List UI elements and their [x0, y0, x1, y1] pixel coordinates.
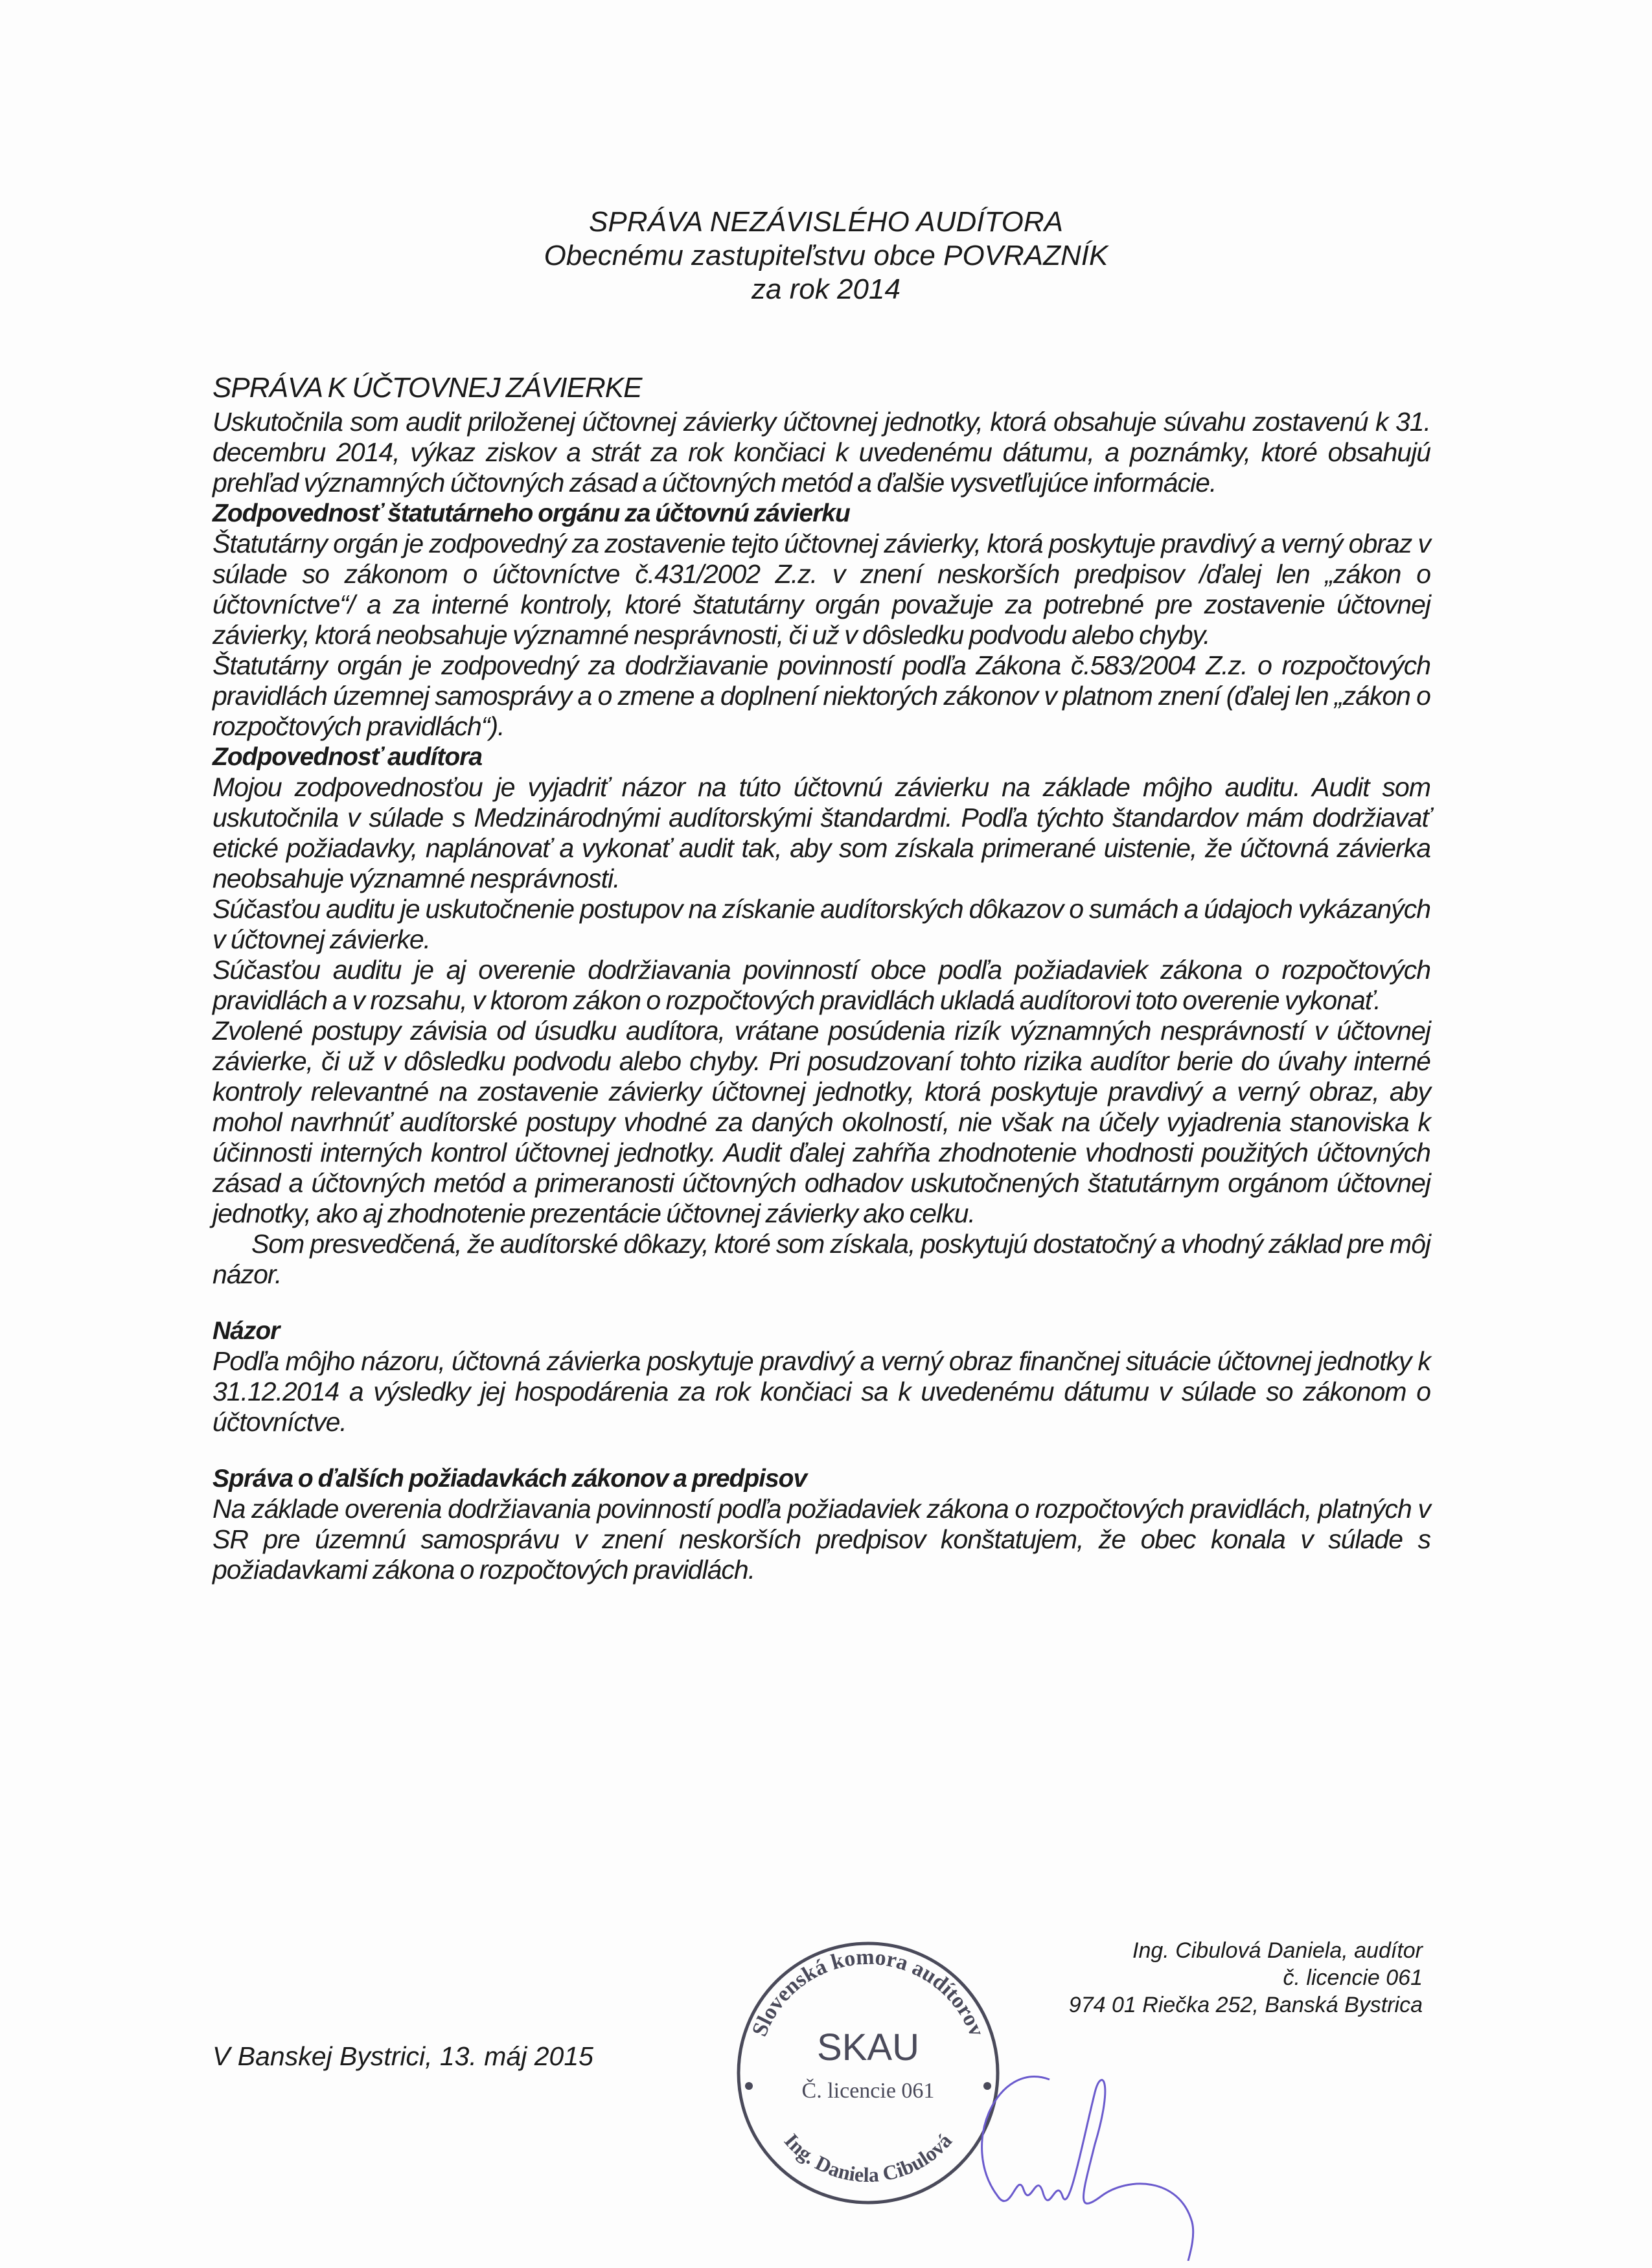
- stamp-license: Č. licencie 061: [801, 2079, 935, 2103]
- opinion-heading: Názor: [212, 1317, 280, 1345]
- handwritten-signature: [972, 2067, 1244, 2261]
- auditor-stamp: [732, 1937, 1004, 2209]
- section-title: SPRÁVA K ÚČTOVNEJ ZÁVIERKE: [212, 372, 642, 404]
- auditor-paragraph-4: Zvolené postupy závisia od úsudku audítora, vrátane posúdenia rizík významných nesprávností v účtovnej závierke, či už v dôsledku podvodu alebo chyby. Pri posudzovaní tohto rizika audítor berie do úvahy interné kontroly relevantné na zostavenie závierky účtovnej jednotky, ktorá poskytuje pravdivý a verný obraz, aby mohol navrhnúť audítorské postupy vhodné za daných okolností, nie však na účely vyjadrenia stanoviska k účinnosti interných kontrol účtovnej jednotky. Audit ďalej zahŕňa zhodnotenie vhodnosti použitých účtovných zásad a účtovných metód a primeranosti účtovných odhadov uskutočnených štatutárnym orgánom účtovnej jednotky, ako aj zhodnotenie prezentácie účtovnej závierky ako celku.: [212, 1016, 1430, 1228]
- auditor-heading: Zodpovednosť audítora: [212, 743, 483, 771]
- report-recipient: Obecnému zastupiteľstvu obce POVRAZNÍK: [544, 240, 1108, 271]
- other-requirements-paragraph: Na základe overenia dodržiavania povinností podľa požiadaviek zákona o rozpočtových pravidlách, platných v SR pre územnú samosprávu v znení neskorších predpisov konštatujem, že obec konala v súlade s požiadavkami zákona o rozpočtových pravidlách.: [212, 1494, 1430, 1585]
- date-line: V Banskej Bystrici, 13. máj 2015: [212, 2041, 593, 2071]
- auditor-paragraph-3: Súčasťou auditu je aj overenie dodržiavania povinností obce podľa požiadaviek zákona o rozpočtových pravidlách a v rozsahu, v ktorom zákon o rozpočtových pravidlách ukladá audítorovi toto overenie vykonať.: [212, 955, 1430, 1015]
- other-requirements-heading: Správa o ďalších požiadavkách zákonov a predpisov: [212, 1465, 807, 1493]
- opinion-paragraph: Podľa môjho názoru, účtovná závierka poskytuje pravdivý a verný obraz finančnej situácie účtovnej jednotky k 31.12.2014 a výsledky jej hospodárenia za rok končiaci sa k uvedenému dátumu v súlade so zákonom o účtovníctve.: [212, 1346, 1430, 1437]
- statutory-paragraph-2: Štatutárny orgán je zodpovedný za dodržiavanie povinností podľa Zákona č.583/2004 Z.z. o rozpočtových pravidlách územnej samosprávy a o zmene a doplnení niektorých zákonov v platnom znení (ďalej len „zákon o rozpočtových pravidlách“).: [212, 650, 1430, 741]
- auditor-license: č. licencie 061: [1283, 1965, 1423, 1990]
- report-year: za rok 2014: [751, 273, 901, 305]
- report-body: [212, 372, 1430, 1585]
- auditor-paragraph-1: Mojou zodpovednosťou je vyjadriť názor na túto účtovnú závierku na základe môjho auditu. Audit som uskutočnila v súlade s Medzinárodnými audítorskými štandardmi. Podľa týchto štandardov mám dodržiavať etické požiadavky, naplánovať a vykonať audit tak, aby som získala primerané uistenie, že účtovná závierka neobsahuje významné nesprávnosti.: [212, 772, 1430, 893]
- auditor-paragraph-2: Súčasťou auditu je uskutočnenie postupov na získanie audítorských dôkazov o sumách a údajoch vykázaných v účtovnej závierke.: [212, 894, 1430, 954]
- stamp-center: SKAU: [817, 2026, 919, 2068]
- statutory-heading: Zodpovednosť štatutárneho orgánu za účtovnú závierku: [212, 499, 850, 527]
- auditor-signature-block: [1069, 1937, 1423, 2019]
- statutory-paragraph-1: Štatutárny orgán je zodpovedný za zostavenie tejto účtovnej závierky, ktorá poskytuje pravdivý a verný obraz v súlade so zákonom o účtovníctve č.431/2002 Z.z. v znení neskorších predpisov /ďalej len „zákon o účtovníctve“/ a za interné kontroly, ktoré štatutárny orgán považuje za potrebné pre zostavenie účtovnej závierky, ktorá neobsahuje významné nesprávnosti, či už v dôsledku podvodu alebo chyby.: [212, 529, 1430, 650]
- stamp-bottom-text: Ing. Daniela Cibulová: [779, 2129, 957, 2187]
- auditor-paragraph-5: Som presvedčená, že audítorské dôkazy, ktoré som získala, poskytujú dostatočný a vhodný základ pre môj názor.: [212, 1229, 1430, 1289]
- report-title: SPRÁVA NEZÁVISLÉHO AUDÍTORA: [589, 206, 1063, 238]
- stamp-top-text: Slovenská komora audítorov: [747, 1945, 989, 2040]
- auditor-name: Ing. Cibulová Daniela, audítor: [1132, 1938, 1423, 1963]
- intro-paragraph: Uskutočnila som audit priloženej účtovnej závierky účtovnej jednotky, ktorá obsahuje súvahu zostavenú k 31. decembru 2014, výkaz ziskov a strát za rok končiaci k uvedenému dátumu, a poznámky, ktoré obsahujú prehľad významných účtovných zásad a účtovných metód a ďalšie vysvetľujúce informácie.: [212, 407, 1430, 498]
- auditor-address: 974 01 Riečka 252, Banská Bystrica: [1068, 1993, 1423, 2017]
